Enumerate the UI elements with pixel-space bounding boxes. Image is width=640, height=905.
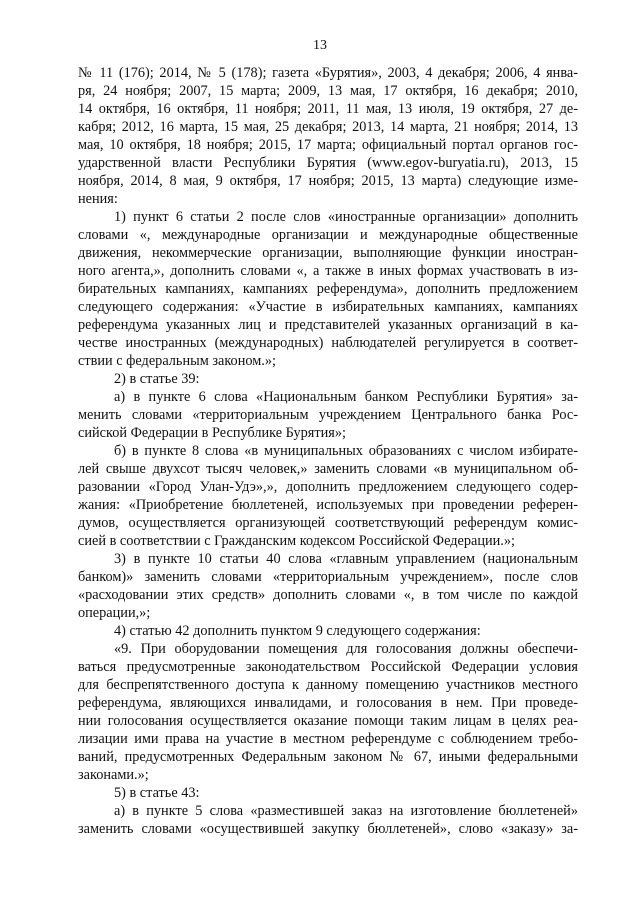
text-line: 14 октября, 16 октября, 11 ноября; 2011, 11 мая, 13 июля, 19 октября, 27 де-: [78, 101, 578, 117]
text-line: референдума указанных лиц и представителей указанных организаций в ка-: [78, 317, 578, 333]
text-line: 1) пункт 6 статьи 2 после слов «иностранные организации» дополнить: [114, 209, 578, 225]
text-line: ваться предусмотренные законодательством Российской Федерации условия: [78, 659, 578, 675]
text-line: операции,»;: [78, 605, 151, 621]
text-line: ного агента,», дополнить словами «, а также в иных формах участвовать в из-: [78, 263, 578, 279]
text-line: бирательных кампаниях, кампаниях референдума», дополнить предложением: [78, 281, 578, 297]
text-line: а) в пункте 6 слова «Национальным банком Республики Бурятия» за-: [114, 389, 578, 405]
text-line: «расходовании этих средств» дополнить словами «, в том числе по каждой: [78, 587, 578, 603]
text-line: ударственной власти Республики Бурятия (www.egov-buryatia.ru), 2013, 15: [78, 155, 578, 171]
page-number: 13: [313, 38, 327, 53]
text-line: 2) в статье 39:: [114, 371, 200, 387]
text-line: словами «, международные организации и международные общественные: [78, 227, 578, 243]
text-line: б) в пункте 8 слова «в муниципальных образованиях с числом избирате-: [114, 443, 578, 459]
text-line: 3) в пункте 10 статьи 40 слова «главным управлением (национальным: [114, 551, 578, 567]
text-line: движения, некоммерческие организации, выполняющие функции иностран-: [78, 245, 578, 261]
text-line: думов, осуществляется организующей соответствующий референдум комис-: [78, 515, 578, 531]
text-line: № 11 (176); 2014, № 5 (178); газета «Бурятия», 2003, 4 декабря; 2006, 4 янва-: [78, 65, 578, 81]
text-line: разовании «Город Улан-Удэ»,», дополнить предложением следующего содер-: [78, 479, 578, 495]
text-line: кабря; 2012, 16 марта, 15 мая, 25 декабря; 2013, 14 марта, 21 ноября; 2014, 13: [78, 119, 578, 135]
text-line: для беспрепятственного доступа к данному помещению участников местного: [78, 677, 578, 693]
text-line: ваний, предусмотренных Федеральным законом № 67, иными федеральными: [78, 749, 578, 765]
text-line: нения:: [78, 191, 118, 207]
text-line: ствии с федеральным законом.»;: [78, 353, 276, 369]
text-line: референдума, являющихся инвалидами, и голосования в нем. При проведе-: [78, 695, 578, 711]
text-line: сией в соответствии с Гражданским кодексом Российской Федерации.»;: [78, 533, 515, 549]
text-line: сийской Федерации в Республике Бурятия»;: [78, 425, 346, 441]
text-line: жания: «Приобретение бюллетеней, используемых при проведении референ-: [78, 497, 578, 513]
text-line: менить словами «территориальным учреждением Центрального банка Рос-: [78, 407, 578, 423]
text-line: ноября, 2014, 8 мая, 9 октября, 17 ноября; 2015, 13 марта) следующие изме-: [78, 173, 578, 189]
text-line: 4) статью 42 дополнить пунктом 9 следующего содержания:: [114, 623, 481, 639]
text-line: заменить словами «осуществившей закупку бюллетеней», слово «заказу» за-: [78, 821, 578, 837]
text-line: лей свыше двухсот тысяч человек,» заменить словами «в муниципальном об-: [78, 461, 578, 477]
text-line: лизации ими права на участие в местном референдуме с соблюдением требо-: [78, 731, 578, 747]
text-line: законами.»;: [78, 767, 149, 783]
text-line: а) в пункте 5 слова «разместившей заказ на изготовление бюллетеней»: [114, 803, 578, 819]
text-line: следующего содержания: «Участие в избирательных кампаниях, кампаниях: [78, 299, 578, 315]
text-line: банком)» заменить словами «территориальным учреждением», после слов: [78, 569, 578, 585]
document-body: [78, 64, 578, 838]
text-line: 5) в статье 43:: [114, 785, 200, 801]
text-line: мая, 10 октября, 18 ноября; 2015, 17 марта; официальный портал органов гос-: [78, 137, 578, 153]
text-line: «9. При оборудовании помещения для голосования должны обеспечи-: [114, 641, 578, 657]
text-line: нии голосования осуществляется оказание помощи таким лицам в целях реа-: [78, 713, 578, 729]
text-line: ря, 24 ноября; 2007, 15 марта; 2009, 13 мая, 17 октября, 16 декабря; 2010,: [78, 83, 578, 99]
text-line: честве иностранных (международных) наблюдателей регулируется в соответ-: [78, 335, 578, 351]
